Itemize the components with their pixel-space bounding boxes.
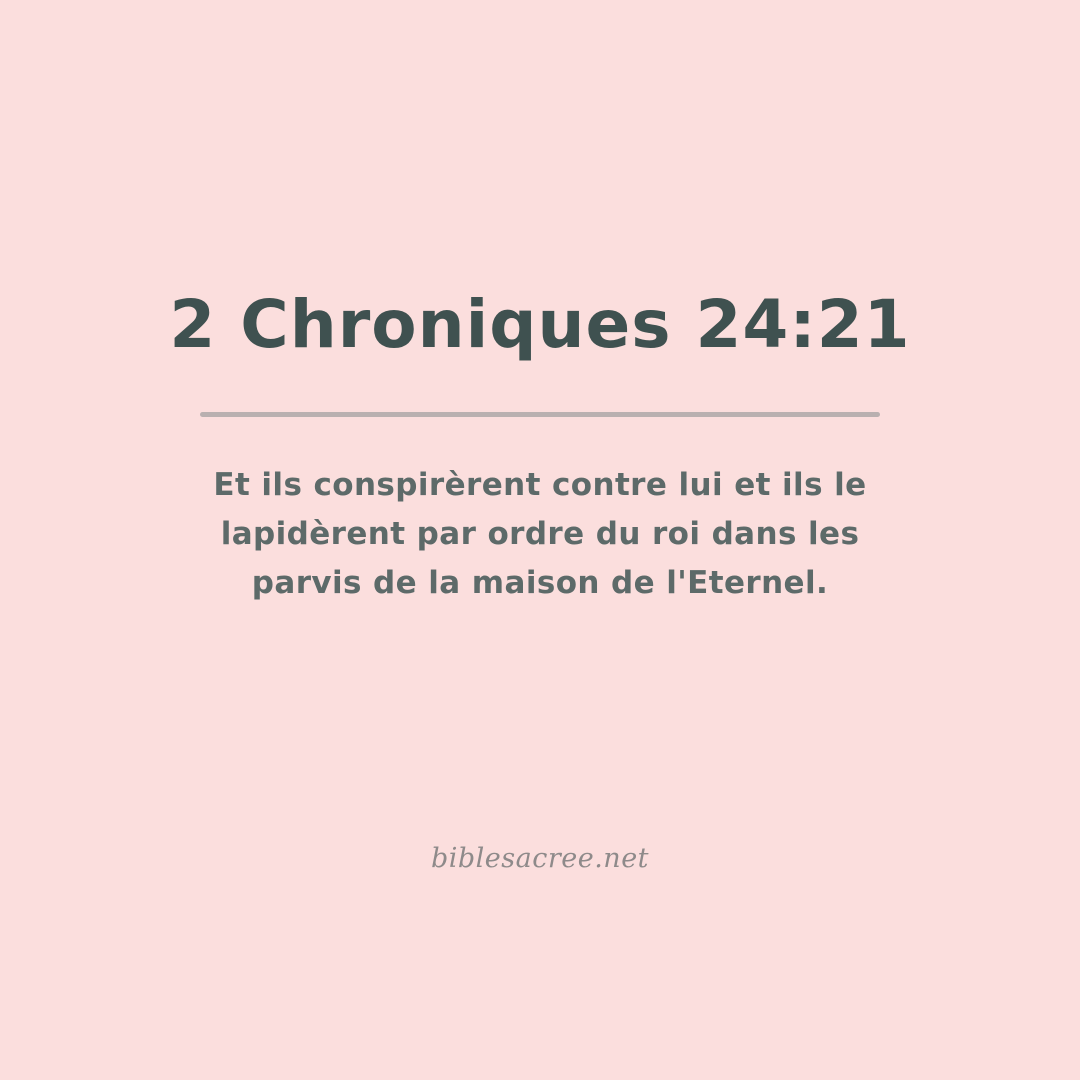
- verse-reference: 2 Chroniques 24:21: [169, 286, 911, 363]
- verse-text: Et ils conspirèrent contre lui et ils le lapidèrent par ordre du roi dans les parvis de la maison de l'Eternel.: [213, 466, 867, 601]
- divider: [200, 412, 880, 417]
- site-watermark: biblesacree.net: [430, 843, 650, 874]
